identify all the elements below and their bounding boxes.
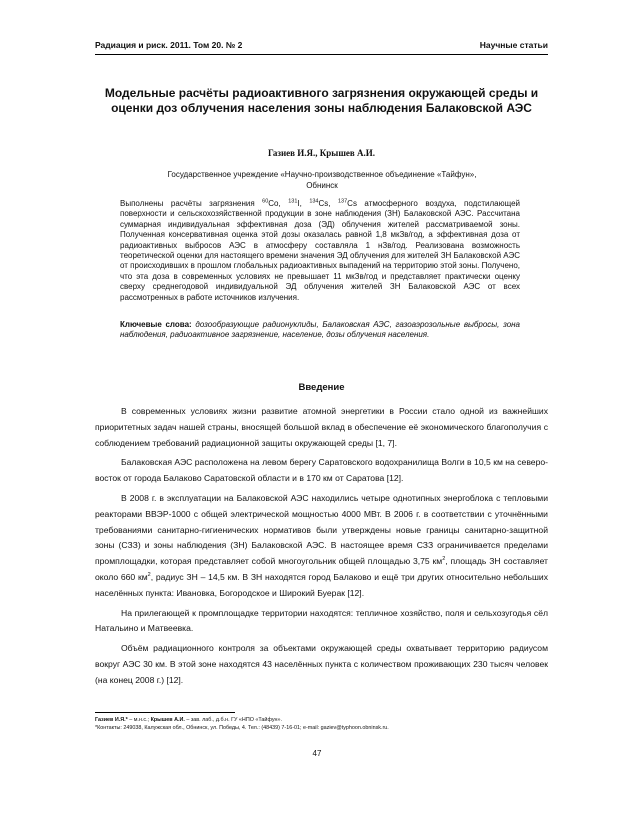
paragraph-1: В современных условиях жизни развитие атомной энергетики в России стало одной из важнейших приоритетных задач нашей страны, вносящей большой вклад в обеспечение её экономического благополучия с соблюдением требований радиационной защиты окружающей среды [1, 7]. [95,406,548,448]
keywords-label: Ключевые слова: [120,320,192,329]
footnote-name-1: Газиев И.Я.* [95,717,128,723]
isotope-mass-cs137: 137 [337,198,348,205]
affiliation-line-2: Обнинск [306,181,338,190]
paragraph-3-part-a: В 2008 г. в эксплуатации на Балаковской АЭС находились четыре однотипных энергоблока с тепловыми реакторами ВВЭР-1000 с общей электрической мощностью 4000 МВт. В 2006 г. в соответствии с уточнёнными требованиями санитарно-гигиенических нормативов были утверждены новые границы санитарно-защитной зоны (СЗЗ) и зоны наблюдения (ЗН) Балаковской АЭС. В настоящее время СЗЗ ограничивается пределами промплощадки, которая представляет собой многоугольник общей площадью 3,75 км [95,492,548,567]
affiliation-line-1: Государственное учреждение «Научно-производственное объединение «Тайфун», [167,170,477,179]
paragraph-3 [95,491,548,602]
journal-citation: Радиация и риск. 2011. Том 20. № 2 [95,40,243,50]
affiliation [120,169,524,191]
page-number: 47 [312,749,322,758]
authors: Газиев И.Я., Крышев А.И. [267,148,376,158]
section-label: Научные статьи [479,40,548,50]
footnote-role-2: – зав. лаб., д.б.н. ГУ «НПО «Тайфун». [184,717,282,723]
paragraph-2: Балаковская АЭС расположена на левом берегу Саратовского водохранилища Волги в 10,5 км на северо-восток от города Балаково Саратовской области и в 170 км от Саратова [12]. [95,457,548,484]
paragraph-5: Объём радиационного контроля за объектами окружающей среды охватывает территорию радиусом вокруг АЭС 30 км. В этой зоне находятся 43 населённых пункта с количеством проживающих 230 тысяч человек (на конец 2008 г.) [12]. [95,643,548,685]
keywords-text: дозообразующие радионуклиды, Балаковская АЭС, газоаэрозольные выбросы, зона наблюдения, радиоактивное загрязнение, население, дозы облучения населения. [120,320,520,340]
footnote [95,716,548,732]
superscript-km2-b: 2 [147,572,151,579]
paragraph-3-part-c: , радиус ЗН – 14,5 км. В ЗН находятся город Балаково и ещё три других относительно небольших населённых пункта: Ивановка, Богородское и Широкий Буерак [12]. [95,571,549,598]
section-heading: Введение [298,382,345,393]
abstract-text-start: Выполнены расчёты загрязнения [120,199,263,208]
paragraph-4: На прилегающей к промплощадке территории находятся: тепличное хозяйство, поля и сельхозугодья сёл Натальино и Матвеевка. [95,607,548,634]
superscript-km2-a: 2 [442,556,446,563]
isotope-mass-co: 60 [262,198,269,205]
footnote-rule [95,712,235,713]
isotope-mass-cs134: 134 [309,198,319,205]
footnote-contacts: *Контакты: 249038, Калужская обл., Обнинск, ул. Победы, 4. Тел.: (48439) 7-16-01; e-mail: gaziev@typhoon.obninsk.ru. [95,725,389,731]
article-title: Модельные расчёты радиоактивного загрязнения окружающей среды и оценки доз облучения населения зоны наблюдения Балаковской АЭС [104,86,539,115]
paragraph-3-part-b: , площадь ЗН составляет около 660 км [95,556,548,582]
keywords [120,320,520,341]
footnote-name-2: Крышев А.И. [150,717,185,723]
header-rule [95,54,548,55]
isotope-i: I, [297,199,310,208]
isotope-cs134: Cs, [318,199,338,208]
footnote-role-1: – м.н.с.; [127,717,151,723]
isotope-mass-i: 131 [288,198,298,205]
isotope-co: Co, [268,199,289,208]
abstract-text-rest: Cs атмосферного воздуха, подстилающей поверхности и сельскохозяйственной продукции в зоне наблюдения (ЗН) Балаковской АЭС. Рассчитана суммарная индивидуальная эффективная доза (ЭД) облучения жителей рассматриваемой зоны. Полученная консервативная оценка этой дозы оказалась равной 1,8 мкЗв/год, а эффективная доза от радиоактивных выбросов АЭС в атмосферу составляла 1 нЗв/год. Реализована возможность теоретической оценки для настоящего времени значения ЭД облучения для жителей ЗН Балаковской АЭС от происходивших в прошлом глобальных радиоактивных выпадений на территорию этой зоны. Получено, что эта доза в современных условиях не превышает 11 мкЗв/год и представляет практически оценку сверху среднегодовой индивидуальной ЭД облучения жителей ЗН Балаковской АЭС от всех рассмотренных в работе источников излучения. [120,199,520,302]
body-text [95,404,548,693]
abstract [120,199,520,303]
footnote-authors [95,716,548,724]
